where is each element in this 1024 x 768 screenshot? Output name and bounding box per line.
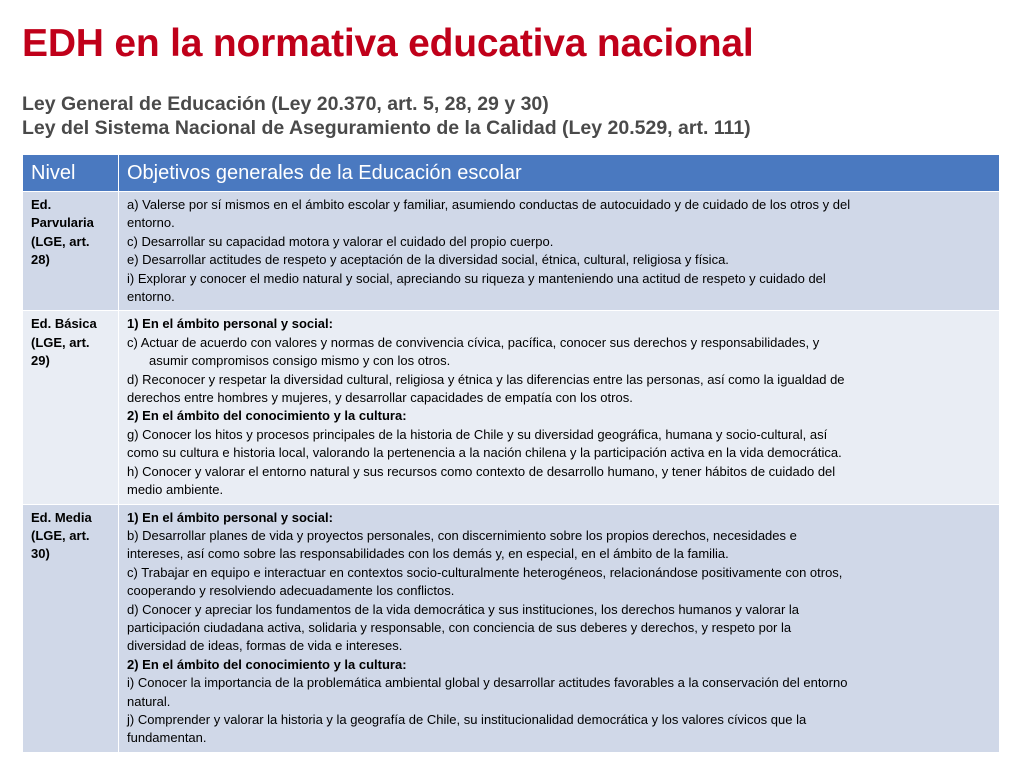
nivel-line: 30) xyxy=(31,546,50,562)
objective-line: h) Conocer y valorar el entorno natural y sus recursos como contexto de desarrollo humano, y tener hábitos de cuidado del xyxy=(127,463,836,479)
nivel-cell xyxy=(23,504,119,752)
subtitle-line-lge: Ley General de Educación (Ley 20.370, art. 5, 28, 29 y 30) xyxy=(22,93,549,115)
objective-line: participación ciudadana activa, solidaria y responsable, con conciencia de sus deberes y derechos, y respeto por la xyxy=(127,619,792,635)
objective-line: i) Conocer la importancia de la problemática ambiental global y desarrollar actitudes favorables a la conservación del entorno xyxy=(127,675,848,691)
objective-line: entorno. xyxy=(127,215,175,231)
objective-line: fundamentan. xyxy=(127,730,207,746)
objective-line: c) Trabajar en equipo e interactuar en contextos socio-culturalmente heterogéneos, relacionándose positivamente con otros, xyxy=(127,564,843,580)
nivel-line: (LGE, art. xyxy=(31,527,90,543)
nivel-line: (LGE, art. xyxy=(31,233,90,249)
objective-line: medio ambiente. xyxy=(127,482,224,498)
objective-line: derechos entre hombres y mujeres, y desarrollar capacidades de empatía con los otros. xyxy=(127,390,633,406)
objective-line: d) Conocer y apreciar los fundamentos de la vida democrática y sus instituciones, los derechos humanos y valorar la xyxy=(127,601,800,617)
page-title: EDH en la normativa educativa nacional xyxy=(22,22,754,65)
objective-line: a) Valerse por sí mismos en el ámbito escolar y familiar, asumiendo conductas de autocuidado y de cuidado de los otros y del xyxy=(127,197,851,212)
objective-line: asumir compromisos consigo mismo y con los otros. xyxy=(149,353,451,369)
objective-line: e) Desarrollar actitudes de respeto y aceptación de la diversidad social, étnica, cultural, religiosa y física. xyxy=(127,252,729,268)
objective-line: diversidad de ideas, formas de vida e intereses. xyxy=(127,638,403,654)
subtitle-line-sac: Ley del Sistema Nacional de Aseguramiento de la Calidad (Ley 20.529, art. 111) xyxy=(22,117,751,139)
objective-line: natural. xyxy=(127,693,171,709)
objective-line: intereses, así como sobre las responsabilidades con los demás y, en especial, en el ámbito de la familia. xyxy=(127,546,729,562)
table-row xyxy=(23,504,1000,752)
objective-line: entorno. xyxy=(127,289,175,305)
objective-line: j) Comprender y valorar la historia y la geografía de Chile, su institucionalidad democrática y los valores cívicos que la xyxy=(127,711,807,727)
objective-line: como su cultura e historia local, valorando la pertenencia a la nación chilena y la participación activa en la vida democrática. xyxy=(127,445,842,461)
nivel-line: Ed. xyxy=(31,197,52,212)
objectives-cell xyxy=(119,311,1000,504)
objectives-cell xyxy=(119,504,1000,752)
section-heading: 2) En el ámbito del conocimiento y la cultura: xyxy=(127,656,407,672)
section-heading: 1) En el ámbito personal y social: xyxy=(127,316,333,332)
header-objetivos: Objetivos generales de la Educación escolar xyxy=(119,155,1000,192)
nivel-line: (LGE, art. xyxy=(31,334,90,350)
table-row xyxy=(23,311,1000,504)
objective-line: g) Conocer los hitos y procesos principales de la historia de Chile y su diversidad geográfica, humana y socio-cultural, así xyxy=(127,426,828,442)
nivel-line: Parvularia xyxy=(31,215,94,231)
subtitle xyxy=(22,92,1012,140)
objective-line: cooperando y resolviendo adecuadamente los conflictos. xyxy=(127,583,455,599)
objective-line: c) Actuar de acuerdo con valores y normas de convivencia cívica, pacífica, conocer sus derechos y responsabilidades, y xyxy=(127,334,820,350)
nivel-line: 28) xyxy=(31,252,50,268)
table-header-row xyxy=(23,155,1000,192)
nivel-line: Ed. Media xyxy=(31,509,92,525)
objective-line: c) Desarrollar su capacidad motora y valorar el cuidado del propio cuerpo. xyxy=(127,233,554,249)
header-nivel: Nivel xyxy=(23,155,119,192)
section-heading: 2) En el ámbito del conocimiento y la cultura: xyxy=(127,408,407,424)
table-row xyxy=(23,192,1000,311)
nivel-line: Ed. Básica xyxy=(31,316,97,332)
section-heading: 1) En el ámbito personal y social: xyxy=(127,509,333,525)
objective-line: d) Reconocer y respetar la diversidad cultural, religiosa y étnica y las diferencias entre las personas, así como la igualdad de xyxy=(127,371,845,387)
objectives-table xyxy=(22,154,1000,753)
objective-line: b) Desarrollar planes de vida y proyectos personales, con discernimiento sobre los propios derechos, necesidades e xyxy=(127,527,797,543)
objective-line: i) Explorar y conocer el medio natural y social, apreciando su riqueza y manteniendo una actitud de respeto y cuidado del xyxy=(127,270,826,286)
nivel-line: 29) xyxy=(31,353,50,369)
nivel-cell xyxy=(23,192,119,311)
objectives-cell xyxy=(119,192,1000,311)
nivel-cell xyxy=(23,311,119,504)
